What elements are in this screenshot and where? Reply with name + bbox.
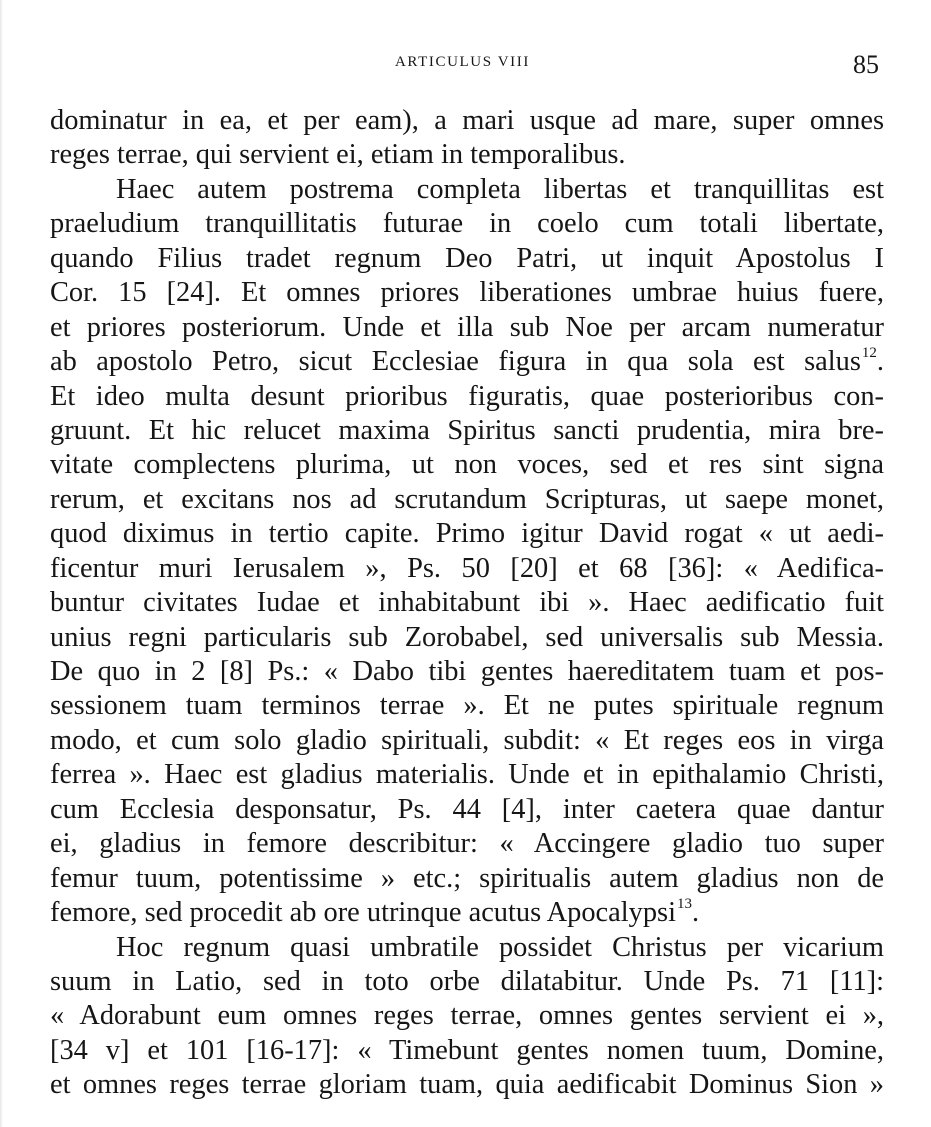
text-line: vitate complectens plurima, ut non voces, sed et res sint signa <box>50 449 884 481</box>
text-line: quod diximus in tertio capite. Primo igitur David rogat « ut aedi- <box>50 518 884 550</box>
text-segment: ab apostolo Petro, sicut Ecclesiae figura in qua sola est salus <box>50 346 861 378</box>
paragraph-first-line: Haec autem postrema completa libertas et tranquillitas est <box>116 173 884 205</box>
punctuation: . <box>691 897 700 929</box>
text-line: dominatur in ea, et per eam), a mari usque ad mare, super omnes <box>50 105 884 136</box>
text-line: gruunt. Et hic relucet maxima Spiritus sancti prudentia, mira bre- <box>50 414 884 446</box>
text-line: praeludium tranquillitatis futurae in coelo cum totali libertate, <box>50 208 884 240</box>
text-line: buntur civitates Iudae et inhabitabunt ibi ». Haec aedificatio fuit <box>50 587 884 619</box>
text-line: ei, gladius in femore describitur: « Accingere gladio tuo super <box>50 828 884 860</box>
paragraph-first-line: Hoc regnum quasi umbratile possidet Christus per vicarium <box>116 931 884 963</box>
text-line: et priores posteriorum. Unde et illa sub Noe per arcam numeratur <box>50 311 884 343</box>
text-line: [34 v] et 101 [16-17]: « Timebunt gentes nomen tuum, Domine, <box>50 1034 884 1066</box>
text-line-with-footnote <box>50 345 884 379</box>
text-line: et omnes reges terrae gloriam tuam, quia aedificabit Dominus Sion » <box>50 1069 884 1101</box>
text-line: modo, et cum solo gladio spirituali, subdit: « Et reges eos in virga <box>50 724 884 756</box>
footnote-ref-12: 12 <box>861 345 877 362</box>
text-line: femur tuum, potentissime » etc.; spiritualis autem gladius non de <box>50 862 884 894</box>
text-line: De quo in 2 [8] Ps.: « Dabo tibi gentes haereditatem tuam et pos- <box>50 656 884 687</box>
footnote-ref-13: 13 <box>676 896 692 913</box>
text-line: Et ideo multa desunt prioribus figuratis, quae posterioribus con- <box>50 380 884 412</box>
text-line: quando Filius tradet regnum Deo Patri, ut inquit Apostolus I <box>50 242 884 274</box>
text-line: reges terrae, qui servient ei, etiam in temporalibus. <box>50 139 626 171</box>
text-line: unius regni particularis sub Zorobabel, sed universalis sub Messia. <box>50 621 884 653</box>
text-line: suum in Latio, sed in toto orbe dilatabitur. Unde Ps. 71 [11]: <box>50 965 884 997</box>
body-text <box>50 104 884 1103</box>
text-line: Cor. 15 [24]. Et omnes priores liberationes umbrae huius fuere, <box>50 277 884 309</box>
text-line: ficentur muri Ierusalem », Ps. 50 [20] et 68 [36]: « Aedifica- <box>50 552 884 584</box>
text-line: ferrea ». Haec est gladius materialis. Unde et in epithalamio Christi, <box>50 759 884 791</box>
page-edge-shadow <box>0 0 3 1127</box>
text-line: cum Ecclesia desponsatur, Ps. 44 [4], inter caetera quae dantur <box>50 793 884 825</box>
text-segment: femore, sed procedit ab ore utrinque acutus Apocalypsi <box>50 897 676 929</box>
page-number: 85 <box>853 50 879 79</box>
chapter-heading: ARTICULUS VIII <box>395 54 530 70</box>
punctuation: . <box>876 346 884 378</box>
text-line: rerum, et excitans nos ad scrutandum Scripturas, ut saepe monet, <box>50 483 884 515</box>
text-line: « Adorabunt eum omnes reges terrae, omnes gentes servient ei », <box>50 1000 884 1032</box>
text-line-with-footnote <box>50 896 884 930</box>
text-line: sessionem tuam terminos terrae ». Et ne putes spirituale regnum <box>50 690 884 722</box>
running-header <box>0 50 931 80</box>
